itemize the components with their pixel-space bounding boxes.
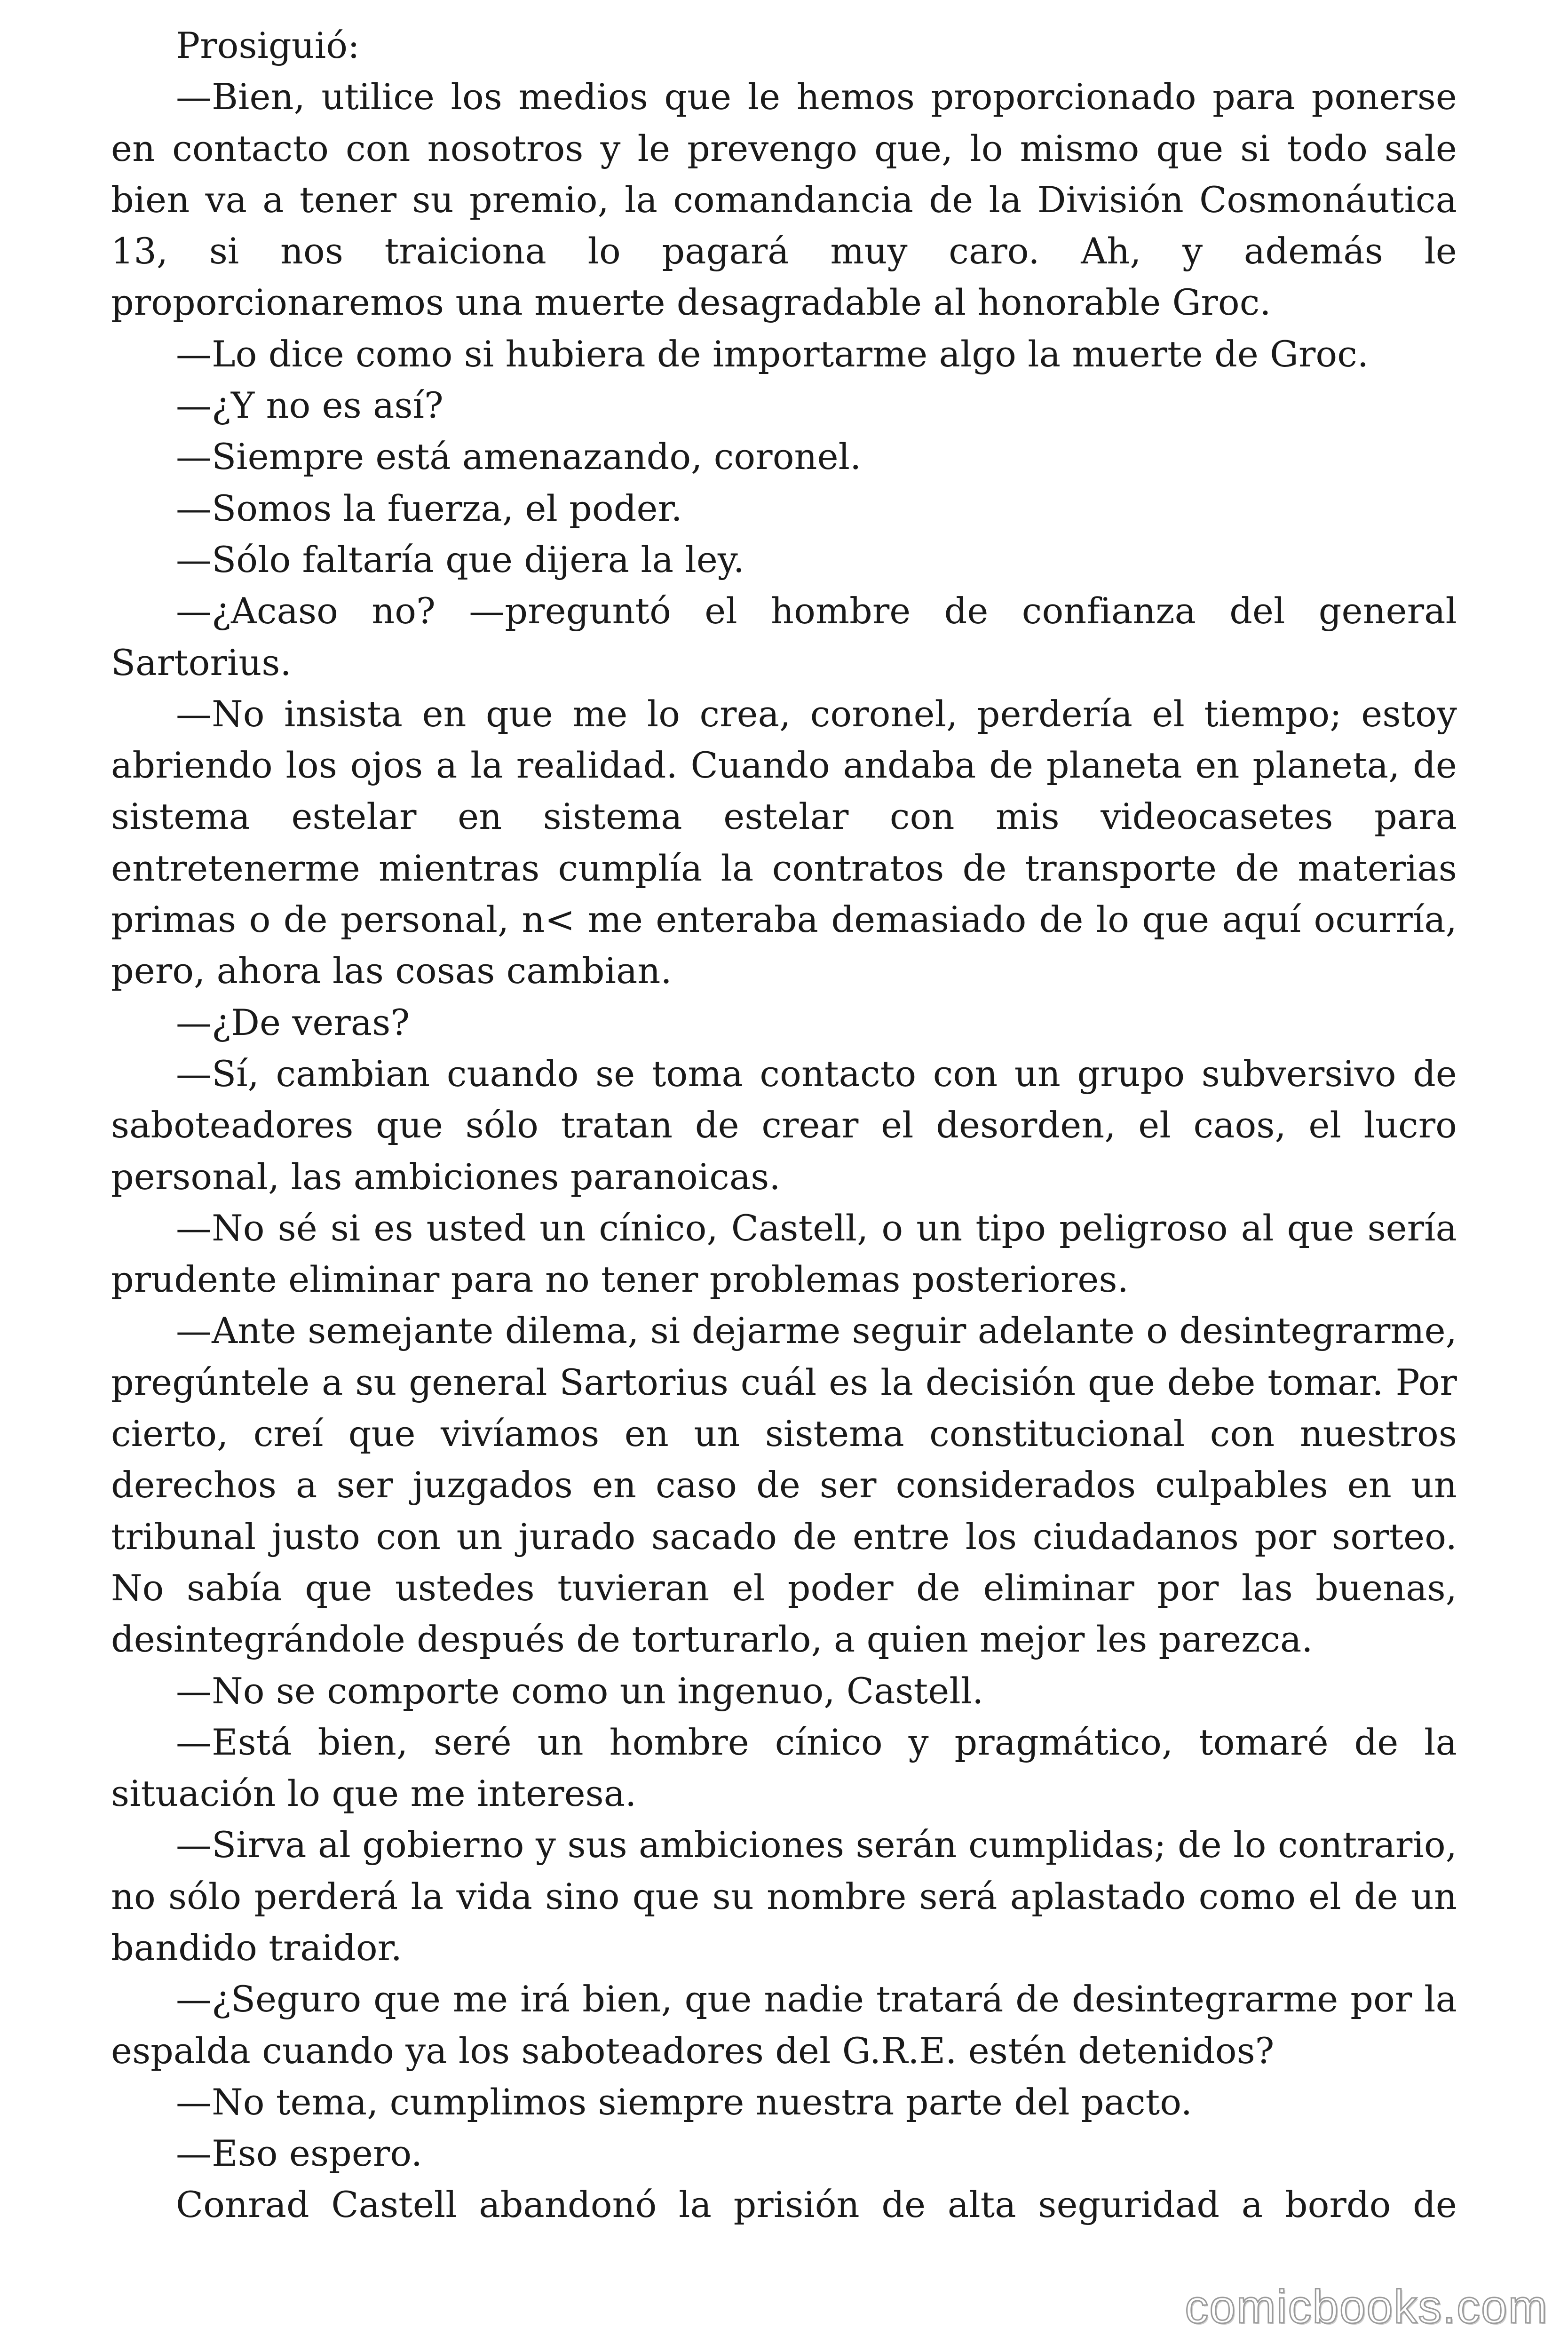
paragraph: —Sirva al gobierno y sus ambiciones serán cumplidas; de lo contrario, no sólo perderá la vida sino que su nombre será aplastado como el de un bandido traidor. (111, 1824, 1457, 1969)
paragraph: —Ante semejante dilema, si dejarme seguir adelante o desintegrarme, pregúntele a su general Sartorius cuál es la decisión que debe tomar. Por cierto, creí que vivíamos en un sistema constitucional con nuestros derechos a ser juzgados en caso de ser considerados culpables en un tribunal justo con un jurado sacado de entre los ciudadanos por sorteo. No sabía que ustedes tuvieran el poder de eliminar por las buenas, desintegrándole después de torturarlo, a quien mejor les parezca. (111, 1310, 1457, 1661)
paragraph: —Está bien, seré un hombre cínico y pragmático, tomaré de la situación lo que me interesa. (111, 1721, 1457, 1815)
paragraph: —Siempre está amenazando, coronel. (176, 436, 862, 478)
paragraph: —No se comporte como un ingenuo, Castell. (176, 1669, 984, 1712)
paragraph-continued: Conrad Castell abandonó la prisión de alta seguridad a bordo de (176, 2184, 1457, 2226)
paragraph: —No sé si es usted un cínico, Castell, o un tipo peligroso al que sería prudente eliminar para no tener problemas posteriores. (111, 1207, 1457, 1301)
paragraph: —¿Seguro que me irá bien, que nadie tratará de desintegrarme por la espalda cuando ya los saboteadores del G.R.E. estén detenidos? (111, 1978, 1457, 2072)
paragraph: —¿Y no es así? (176, 384, 443, 427)
paragraph: Prosiguió: (176, 24, 360, 66)
paragraph: —Sólo faltaría que dijera la ley. (176, 538, 745, 580)
paragraph: —¿De veras? (176, 1001, 410, 1043)
paragraph: —Eso espero. (176, 2132, 423, 2175)
paragraph: —No tema, cumplimos siempre nuestra parte del pacto. (176, 2081, 1193, 2123)
watermark: comicbooks.com (1185, 2280, 1548, 2333)
page-body (111, 20, 1457, 2231)
paragraph: —¿Acaso no? —preguntó el hombre de confianza del general Sartorius. (111, 590, 1457, 683)
paragraph: —No insista en que me lo crea, coronel, perdería el tiempo; estoy abriendo los ojos a la realidad. Cuando andaba de planeta en planeta, de sistema estelar en sistema estelar con mis videocasetes para entretenerme mientras cumplía la contratos de transporte de materias primas o de personal, n< me enteraba demasiado de lo que aquí ocurría, pero, ahora las cosas cambian. (111, 692, 1457, 992)
paragraph: —Somos la fuerza, el poder. (176, 487, 682, 529)
paragraph: —Lo dice como si hubiera de importarme algo la muerte de Groc. (176, 333, 1369, 375)
paragraph: —Bien, utilice los medios que le hemos proporcionado para ponerse en contacto con nosotros y le prevengo que, lo mismo que si todo sale bien va a tener su premio, la comandancia de la División Cosmonáutica 13, si nos traiciona lo pagará muy caro. Ah, y además le proporcionaremos una muerte desagradable al honorable Groc. (111, 76, 1457, 324)
paragraph: —Sí, cambian cuando se toma contacto con un grupo subversivo de saboteadores que sólo tratan de crear el desorden, el caos, el lucro personal, las ambiciones paranoicas. (111, 1052, 1457, 1198)
